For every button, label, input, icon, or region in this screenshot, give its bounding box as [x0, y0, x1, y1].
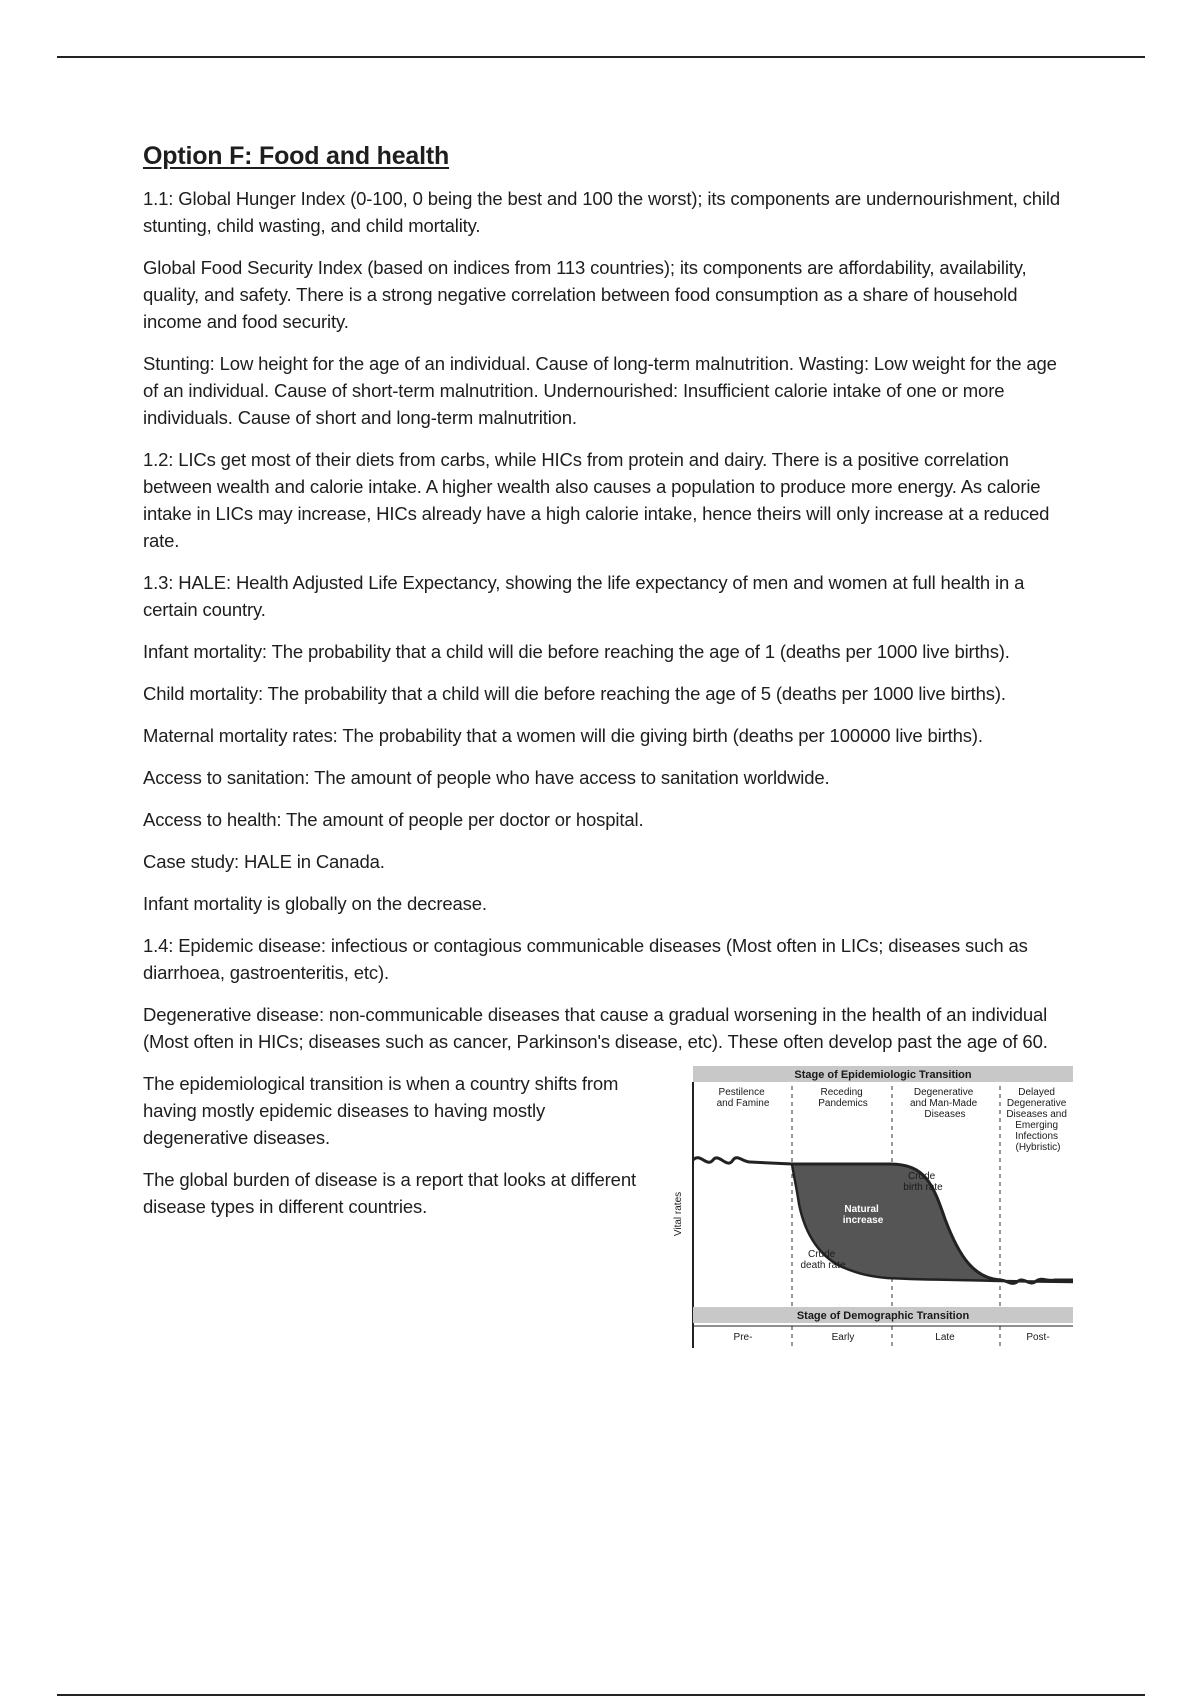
transition-diagram [675, 1064, 1075, 1354]
top-stage-1-label: Pestilence and Famine [716, 1087, 770, 1109]
paragraph-hale: 1.3: HALE: Health Adjusted Life Expectancy, showing the life expectancy of men and women at full health in a certain country. [143, 572, 1025, 620]
document-title: Option F: Food and health [143, 142, 450, 170]
paragraph-food-security-index: Global Food Security Index (based on indices from 113 countries); its components are affordability, availability, quality, and safety. There is a strong negative correlation between food consumption as a share of household income and food security. [143, 257, 1027, 332]
death-rate-label: Crude death rate [800, 1249, 846, 1271]
paragraph-child-mortality: Child mortality: The probability that a child will die before reaching the age of 5 (deaths per 1000 live births). [143, 683, 1006, 704]
y-axis-label: Vital rates [673, 1191, 684, 1237]
paragraph-global-hunger-index: 1.1: Global Hunger Index (0-100, 0 being the best and 100 the worst); its components are undernourishment, child stunting, child wasting, and child mortality. [143, 188, 1060, 236]
top-stage-4-label: Delayed Degenerative Diseases and Emerging Infections (Hybristic) [1006, 1087, 1067, 1153]
paragraph-stunting-wasting: Stunting: Low height for the age of an individual. Cause of long-term malnutrition. Wasting: Low weight for the age of an individual. Cause of short-term malnutrition. Undernourished: Insufficient calorie intake of one or more individuals. Cause of short and long-term malnutrition. [143, 353, 1057, 428]
top-header-text: Stage of Epidemiologic Transition [794, 1069, 972, 1081]
document-body [143, 142, 1067, 1370]
bottom-stage-1-label: Pre- [733, 1332, 753, 1343]
paragraph-diets: 1.2: LICs get most of their diets from carbs, while HICs from protein and dairy. There is a positive correlation between wealth and calorie intake. A higher wealth also causes a population to produce more energy. As calorie intake in LICs may increase, HICs already have a high calorie intake, hence theirs will only increase at a reduced rate. [143, 449, 1050, 551]
header-rule [57, 56, 1145, 58]
paragraph-case-study: Case study: HALE in Canada. [143, 851, 385, 872]
top-stage-2-label: Receding Pandemics [818, 1087, 868, 1109]
paragraph-maternal-mortality: Maternal mortality rates: The probability that a women will die giving birth (deaths per 100000 live births). [143, 725, 983, 746]
bottom-stage-3-label: Late [935, 1332, 955, 1343]
side-text [143, 1070, 653, 1235]
paragraph-sanitation: Access to sanitation: The amount of people who have access to sanitation worldwide. [143, 767, 830, 788]
paragraph-access-health: Access to health: The amount of people per doctor or hospital. [143, 809, 644, 830]
paragraph-degenerative-disease: Degenerative disease: non-communicable diseases that cause a gradual worsening in the health of an individual (Most often in HICs; diseases such as cancer, Parkinson's disease, etc). These often develop past the age of 60. [143, 1004, 1048, 1052]
top-stage-3-label: Degenerative and Man-Made Diseases [909, 1087, 978, 1120]
paragraph-epidemic-disease: 1.4: Epidemic disease: infectious or contagious communicable diseases (Most often in LICs; diseases such as diarrhoea, gastroenteritis, etc). [143, 935, 1028, 983]
natural-increase-label: Natural increase [842, 1204, 884, 1226]
birth-rate-label: Crude birth rate [903, 1171, 943, 1193]
footer-rule [57, 1694, 1145, 1696]
epidemiologic-transition-figure [675, 1064, 1075, 1354]
bottom-stage-4-label: Post- [1026, 1332, 1050, 1343]
paragraph-infant-decrease: Infant mortality is globally on the decrease. [143, 893, 487, 914]
bottom-header-text: Stage of Demographic Transition [796, 1310, 970, 1322]
paragraph-epidemiological-transition: The epidemiological transition is when a country shifts from having mostly epidemic diseases to having mostly degenerative diseases. [143, 1073, 619, 1148]
transition-section [143, 1069, 1067, 1370]
paragraph-global-burden: The global burden of disease is a report that looks at different disease types in different countries. [143, 1169, 636, 1217]
bottom-stage-2-label: Early [831, 1332, 855, 1343]
paragraph-infant-mortality: Infant mortality: The probability that a child will die before reaching the age of 1 (deaths per 1000 live births). [143, 641, 1010, 662]
